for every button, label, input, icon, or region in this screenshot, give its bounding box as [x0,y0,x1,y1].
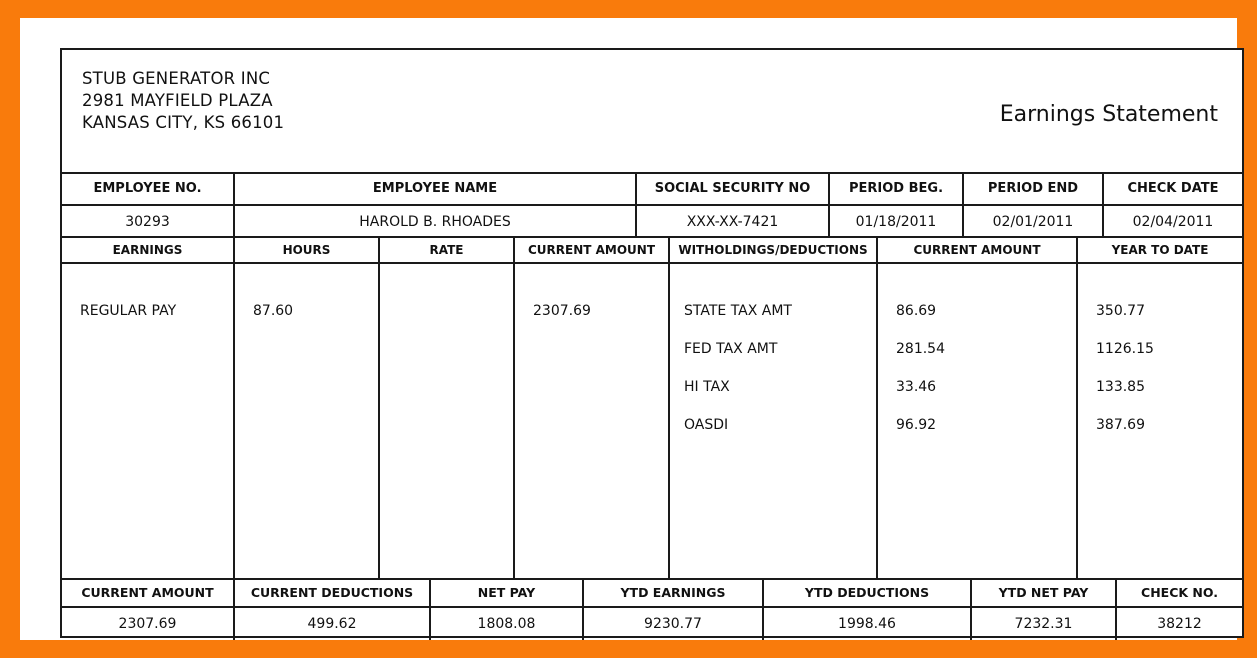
employee-number-value: 30293 [125,214,170,230]
summary-current-deductions-value: 499.62 [307,616,357,632]
deductions-description-list [670,264,876,578]
summary-ytd-deductions-value: 1998.46 [838,616,896,632]
rate-column [380,238,515,578]
summary-current-amount-header: CURRENT AMOUNT [62,580,233,608]
deductions-year-to-date-column [1078,238,1242,578]
summary-net-pay-cell [431,580,584,640]
deductions-current-amount-header: CURRENT AMOUNT [878,238,1076,264]
deduction-row-current-amount: 281.54 [896,341,945,357]
summary-check-number-value: 38212 [1157,616,1202,632]
summary-current-amount-value: 2307.69 [118,616,177,632]
deduction-row-description: FED TAX AMT [684,341,778,357]
earnings-current-amount-list [515,264,668,578]
deductions-year-to-date-list [1078,264,1242,578]
summary-current-deductions-header: CURRENT DEDUCTIONS [235,580,429,608]
totals-summary-band [62,578,1242,640]
deduction-row-current-amount: 96.92 [896,417,937,433]
deduction-row-year-to-date: 1126.15 [1096,341,1154,357]
period-begin-cell [830,174,964,236]
earnings-row-current-amount: 2307.69 [533,303,591,319]
employee-number-cell [62,174,235,236]
summary-ytd-net-pay-header: YTD NET PAY [972,580,1115,608]
deduction-row-current-amount: 86.69 [896,303,937,319]
document-title: Earnings Statement [999,102,1218,127]
hours-column [235,238,380,578]
company-street: 2981 MAYFIELD PLAZA [82,91,273,110]
earnings-description-list [62,264,233,578]
employee-info-band [62,174,1242,238]
summary-current-amount-cell [62,580,235,640]
employee-number-header: EMPLOYEE NO. [62,174,233,206]
summary-check-number-header: CHECK NO. [1117,580,1242,608]
summary-ytd-deductions-cell [764,580,972,640]
deductions-current-amount-list [878,264,1076,578]
hours-column-header: HOURS [235,238,378,264]
period-end-value: 02/01/2011 [992,214,1074,230]
check-date-value: 02/04/2011 [1132,214,1214,230]
social-security-value: XXX-XX-7421 [686,214,779,230]
earnings-description-column [62,238,235,578]
deduction-row-year-to-date: 133.85 [1096,379,1145,395]
deduction-row-description: HI TAX [684,379,730,395]
deductions-current-amount-column [878,238,1078,578]
check-date-header: CHECK DATE [1104,174,1242,206]
summary-ytd-net-pay-cell [972,580,1117,640]
year-to-date-column-header: YEAR TO DATE [1078,238,1242,264]
earnings-row-description: REGULAR PAY [80,303,177,319]
summary-ytd-deductions-header: YTD DEDUCTIONS [764,580,970,608]
company-city-state-zip: KANSAS CITY, KS 66101 [82,113,285,132]
earnings-row-rate [380,292,513,330]
rate-list [380,264,513,578]
employee-name-cell [235,174,637,236]
check-date-cell [1104,174,1242,236]
hours-list [235,264,378,578]
period-end-cell [964,174,1104,236]
summary-ytd-earnings-cell [584,580,764,640]
period-begin-value: 01/18/2011 [855,214,937,230]
earnings-row-hours: 87.60 [253,303,294,319]
earnings-statement-document [60,48,1244,638]
earnings-current-amount-column [515,238,670,578]
company-address-block [82,68,284,134]
employee-name-header: EMPLOYEE NAME [235,174,635,206]
summary-net-pay-header: NET PAY [431,580,582,608]
period-end-header: PERIOD END [964,174,1102,206]
summary-check-number-cell [1117,580,1242,640]
social-security-header: SOCIAL SECURITY NO [637,174,828,206]
summary-ytd-earnings-value: 9230.77 [644,616,702,632]
period-begin-header: PERIOD BEG. [830,174,962,206]
deduction-row-description: OASDI [684,417,729,433]
company-name: STUB GENERATOR INC [82,69,271,88]
deduction-row-year-to-date: 350.77 [1096,303,1145,319]
summary-ytd-net-pay-value: 7232.31 [1014,616,1073,632]
deductions-description-column [670,238,878,578]
earnings-current-amount-header: CURRENT AMOUNT [515,238,668,264]
deduction-row-current-amount: 33.46 [896,379,937,395]
deduction-row-description: STATE TAX AMT [684,303,792,319]
earnings-deductions-band [62,238,1242,578]
withholdings-column-header: WITHOLDINGS/DEDUCTIONS [670,238,876,264]
earnings-column-header: EARNINGS [62,238,233,264]
social-security-cell [637,174,830,236]
summary-net-pay-value: 1808.08 [477,616,536,632]
deduction-row-year-to-date: 387.69 [1096,417,1145,433]
summary-ytd-earnings-header: YTD EARNINGS [584,580,762,608]
employee-name-value: HAROLD B. RHOADES [359,214,511,230]
document-header-band [62,50,1242,174]
paystub-paper [20,18,1237,640]
rate-column-header: RATE [380,238,513,264]
summary-current-deductions-cell [235,580,431,640]
